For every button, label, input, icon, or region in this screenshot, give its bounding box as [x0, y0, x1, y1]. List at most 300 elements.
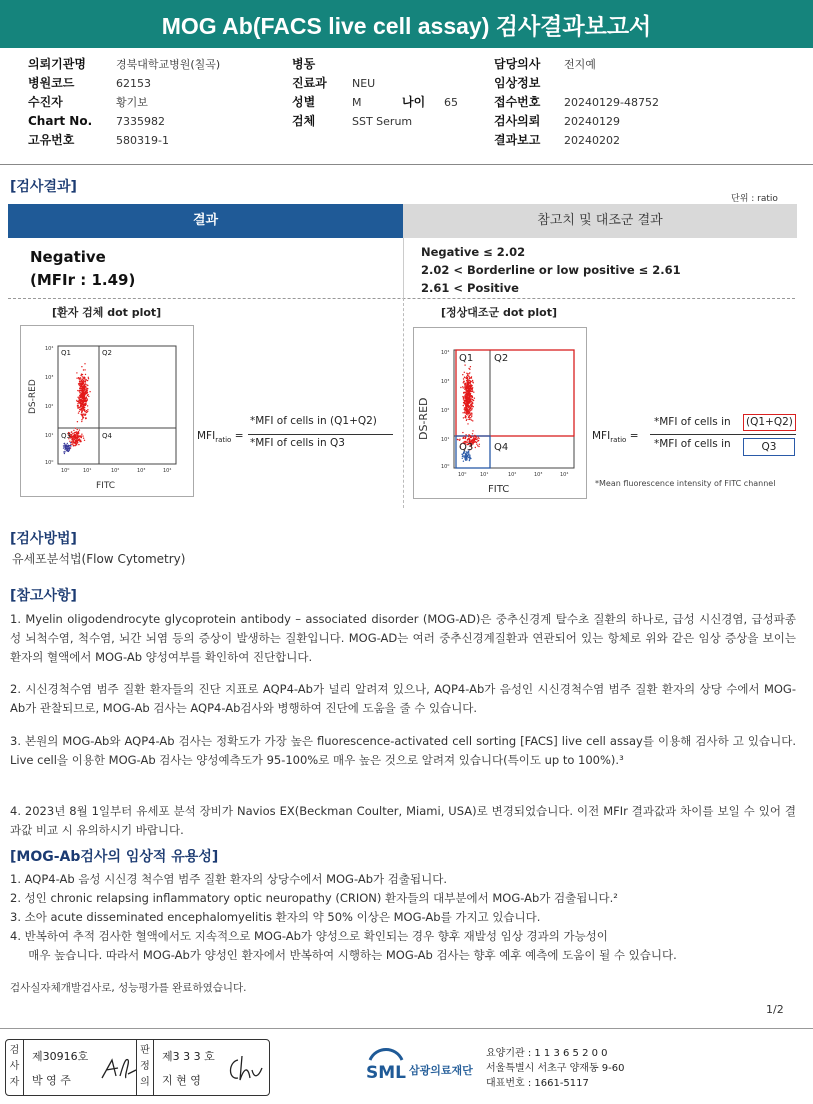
plot-dot [85, 405, 86, 406]
plot-dot [467, 377, 468, 378]
plot-dot [466, 458, 467, 459]
plot-dot [466, 397, 467, 398]
header-col2 [292, 55, 492, 131]
plot-dot [71, 439, 72, 440]
plot-dot [82, 417, 83, 418]
method-heading: [검사방법] [10, 531, 77, 547]
plot-dot [465, 396, 466, 397]
plot-dot [472, 405, 473, 406]
plot-dot [87, 398, 88, 399]
plot-dot [81, 395, 82, 396]
control-ytick-4: 10⁰ [441, 464, 450, 470]
plot-dot [84, 363, 85, 364]
plot-dot [465, 453, 466, 454]
plot-dot [468, 436, 469, 437]
plot-dot [476, 442, 477, 443]
plot-dot [471, 381, 472, 382]
reference-ranges [421, 243, 681, 297]
patient-q2-label: Q2 [102, 349, 112, 357]
plot-dot [467, 394, 468, 395]
plot-dot [472, 420, 473, 421]
patient-ytick-0: 10⁴ [45, 346, 54, 352]
utility-list [10, 870, 800, 965]
plot-dot [463, 405, 464, 406]
reviewer-license-no: 제3 3 3 호 [162, 1050, 215, 1063]
plot-dot [470, 387, 471, 388]
plot-dot [66, 448, 67, 449]
control-xtick-0: 10⁰ [458, 472, 467, 478]
plot-dot [74, 437, 75, 438]
plot-dot [79, 385, 80, 386]
hospital-code-label: 병원코드 [28, 76, 75, 90]
plot-dot [466, 420, 467, 421]
plot-dot [87, 394, 88, 395]
plot-dot [468, 413, 469, 414]
patient-y-axis-label: DS-RED [28, 379, 38, 414]
control-ytick-2: 10² [441, 408, 450, 414]
plot-dot [83, 438, 84, 439]
plot-dot [77, 442, 78, 443]
plot-dot [471, 409, 472, 410]
plot-dot [462, 374, 463, 375]
org-name: 삼광의료재단 [409, 1064, 473, 1077]
plot-dot [73, 445, 74, 446]
plot-dot [470, 393, 471, 394]
plot-dot [79, 379, 80, 380]
plot-dot [463, 378, 464, 379]
request-date-value: 20240129 [564, 115, 620, 128]
plot-dot [469, 455, 470, 456]
plot-dot [77, 403, 78, 404]
control-mfi-q3-box: Q3 [743, 438, 795, 456]
plot-dot [468, 390, 469, 391]
plot-dot [85, 383, 86, 384]
plot-dot [473, 439, 474, 440]
plot-dot [81, 406, 82, 407]
plot-dot [462, 454, 463, 455]
patient-ytick-4: 10⁰ [45, 460, 54, 466]
plot-dot [465, 438, 466, 439]
control-ytick-0: 10⁴ [441, 350, 450, 356]
control-mfi-label: $MFI_{ratio}$ = [592, 430, 639, 445]
plot-dot [469, 419, 470, 420]
dept-label: 진료과 [292, 76, 327, 90]
plot-dot [84, 393, 85, 394]
plot-dot [83, 413, 84, 414]
plot-dot [75, 434, 76, 435]
plot-dot [80, 388, 81, 389]
patient-mfi-denominator: *MFI of cells in Q3 [250, 437, 345, 449]
control-q4-label: Q4 [494, 442, 509, 453]
control-xtick-4: 10⁴ [560, 472, 569, 478]
request-date-label: 검사의뢰 [494, 114, 541, 128]
utility-item-1: 1. AQP4-Ab 음성 시신경 척수염 범주 질환 환자의 상당수에서 MOG-Ab가 검출됩니다. [10, 872, 447, 886]
footer-divider [0, 1028, 813, 1029]
plot-dot [478, 437, 479, 438]
plot-dot [469, 377, 470, 378]
plot-dot [472, 402, 473, 403]
plot-dot [475, 438, 476, 439]
plot-dot [75, 428, 76, 429]
plot-dot [83, 404, 84, 405]
plot-dot [464, 372, 465, 373]
specimen-label: 검체 [292, 114, 316, 128]
specimen-value: SST Serum [352, 115, 413, 128]
plot-dot [76, 438, 77, 439]
plot-dot [77, 390, 78, 391]
plot-dot [472, 439, 473, 440]
plot-dot [466, 401, 467, 402]
plot-dot [81, 419, 82, 420]
signature-box [5, 1039, 270, 1096]
plot-dot [465, 460, 466, 461]
plot-dot [478, 446, 479, 447]
plot-dot [84, 392, 85, 393]
plot-dot [473, 382, 474, 383]
plot-dot [470, 390, 471, 391]
hospital-code-value: 62153 [116, 77, 151, 90]
patient-plot-svg [21, 326, 193, 496]
plot-dot [464, 397, 465, 398]
plot-dot [468, 384, 469, 385]
plot-dot [83, 396, 84, 397]
utility-heading: [MOG-Ab검사의 임상적 유용성] [10, 849, 219, 865]
plot-dot [471, 391, 472, 392]
note-3: 3. 본원의 MOG-Ab와 AQP4-Ab 검사는 정확도가 가장 높은 fluorescence-activated cell sorting [FACS] live cell assay를 이용해 검사하 고 있습니다. Live cell을 이용한 MOG-Ab 검사는 양성예측도가 95-100%로 매우 높은 것으로 알려져 있습니다(특이도 up to 100%).³ [10, 734, 796, 767]
plot-dot [82, 395, 83, 396]
org-phone: 대표번호 : 1661-5117 [486, 1078, 589, 1089]
plot-dot [77, 435, 78, 436]
plot-dot [466, 387, 467, 388]
plot-dot [63, 445, 64, 446]
plot-dot [462, 412, 463, 413]
control-y-axis-label: DS-RED [417, 397, 430, 440]
age-label: 나이 [402, 95, 426, 109]
plot-dot [85, 414, 86, 415]
plot-dot [74, 432, 75, 433]
reviewer-signature [224, 1052, 264, 1086]
utility-item-2: 2. 성인 chronic relapsing inflammatory optic neuropathy (CRION) 환자들의 대부분에서 MOG-Ab가 검출됩니다.² [10, 891, 618, 905]
plot-dot [465, 383, 466, 384]
plot-dot [86, 389, 87, 390]
plot-dot [463, 398, 464, 399]
plot-dot [73, 435, 74, 436]
plot-dot [77, 421, 78, 422]
plot-dot [472, 397, 473, 398]
plot-dot [85, 374, 86, 375]
receipt-no-value: 20240129-48752 [564, 96, 659, 109]
plot-dot [469, 406, 470, 407]
tester-license-no: 제30916호 [32, 1050, 89, 1063]
plot-dot [472, 390, 473, 391]
plot-dot [79, 411, 80, 412]
plot-dot [70, 442, 71, 443]
plot-dot [72, 444, 73, 445]
plot-dot [474, 398, 475, 399]
plot-dot [474, 440, 475, 441]
control-q1q2-gate [456, 350, 574, 436]
plot-dot [471, 408, 472, 409]
org-code: 요양기관 : 1 1 3 6 5 2 0 0 [486, 1048, 608, 1059]
plot-dot [466, 385, 467, 386]
plot-dot [87, 409, 88, 410]
plot-dot [463, 382, 464, 383]
plot-dot [80, 390, 81, 391]
plot-dot [463, 402, 464, 403]
control-mfi-fraction-bar [650, 434, 796, 435]
plot-dot [78, 377, 79, 378]
plot-dot [79, 436, 80, 437]
plot-dot [82, 379, 83, 380]
plot-dot [81, 384, 82, 385]
plot-dot [84, 377, 85, 378]
plot-dot [75, 440, 76, 441]
plot-dot [83, 378, 84, 379]
plot-dot [471, 416, 472, 417]
header-col1 [28, 55, 268, 150]
patient-q1-label: Q1 [61, 349, 71, 357]
plot-dot [76, 378, 77, 379]
control-ytick-3: 10¹ [441, 437, 450, 443]
dept-value: NEU [352, 77, 376, 90]
plot-dot [64, 444, 65, 445]
plot-dot [465, 415, 466, 416]
reference-column-header: 참고치 및 대조군 결과 [403, 204, 797, 238]
sml-logo-mark [364, 1044, 408, 1084]
control-xtick-1: 10¹ [480, 472, 489, 478]
plot-dot [84, 387, 85, 388]
plot-dot [71, 441, 72, 442]
plot-dot [77, 436, 78, 437]
plot-dot [472, 433, 473, 434]
plot-dot [470, 417, 471, 418]
chart-no-label: Chart No. [28, 114, 93, 128]
mfi-footnote: *Mean fluorescence intensity of FITC channel [595, 479, 776, 488]
control-xtick-3: 10³ [534, 472, 543, 478]
plot-dot [80, 403, 81, 404]
plot-dot [74, 445, 75, 446]
sml-logo-text: SML [366, 1063, 406, 1083]
plot-dot [76, 431, 77, 432]
plot-dot [469, 409, 470, 410]
control-mfi-q1q2-box: (Q1+Q2) [743, 414, 796, 431]
plot-dot [467, 404, 468, 405]
plot-dot [82, 389, 83, 390]
age-value: 65 [444, 96, 458, 109]
plot-dot [87, 388, 88, 389]
plot-dot [86, 384, 87, 385]
plot-dot [464, 364, 465, 365]
plot-dot [472, 436, 473, 437]
plot-dot [83, 377, 84, 378]
plot-dot [83, 406, 84, 407]
control-q1-label: Q1 [459, 353, 474, 364]
report-date-label: 결과보고 [494, 133, 541, 147]
plot-dot [462, 458, 463, 459]
tester-name: 박 영 주 [32, 1074, 71, 1087]
plot-dot [83, 383, 84, 384]
plot-dot [81, 366, 82, 367]
plot-dot [467, 439, 468, 440]
note-1: 1. Myelin oligodendrocyte glycoprotein antibody – associated disorder (MOG-AD)은 중추신경계 탈수초 질환의 하나로, 급성 시신경염, 급성파종성 뇌척수염, 척수염, 뇌간 뇌염 등의 증상이 발생하는 질환입니다. MOG-AD는 여러 중추신경계질환과 연관되어 있는 항체로 위와 같은 임상 증상을 보이는 환자의 혈액에서 MOG-Ab 양성여부를 확인하여 진단합니다. [10, 612, 796, 664]
unique-no-value: 580319-1 [116, 134, 169, 147]
plot-dot [464, 402, 465, 403]
result-value: Negative [30, 248, 106, 266]
plot-dot [86, 400, 87, 401]
plot-dot [78, 402, 79, 403]
tester-label: 검 사 자 [6, 1040, 24, 1095]
plot-dot [85, 418, 86, 419]
plots-divider [403, 298, 404, 508]
plot-dot [463, 387, 464, 388]
plot-dot [81, 409, 82, 410]
plot-dot [81, 400, 82, 401]
plot-dot [67, 443, 68, 444]
result-divider [403, 238, 404, 298]
plot-dot [467, 411, 468, 412]
patient-dots [63, 363, 91, 454]
ref-negative: Negative ≤ 2.02 [421, 245, 526, 259]
plot-dot [462, 438, 463, 439]
plot-dot [459, 439, 460, 440]
sex-value: M [352, 96, 362, 109]
plot-dot [477, 438, 478, 439]
plot-dot [69, 441, 70, 442]
plot-dot [465, 457, 466, 458]
plot-dot [70, 445, 71, 446]
method-text: 유세포분석법(Flow Cytometry) [12, 552, 186, 566]
plot-dot [80, 399, 81, 400]
plot-dot [76, 444, 77, 445]
plot-dot [79, 390, 80, 391]
hospital-value: 경북대학교병원(칠곡) [116, 58, 221, 71]
control-ytick-1: 10³ [441, 379, 450, 385]
receipt-no-label: 접수번호 [494, 95, 541, 109]
plot-dot [78, 439, 79, 440]
patient-x-axis-label: FITC [96, 481, 116, 491]
plot-dot [81, 414, 82, 415]
plot-dot [64, 446, 65, 447]
plot-dot [469, 460, 470, 461]
plot-dot [469, 440, 470, 441]
plot-dot [68, 451, 69, 452]
plot-dot [468, 368, 469, 369]
plot-dot [81, 383, 82, 384]
plot-dot [64, 453, 65, 454]
plot-dot [477, 440, 478, 441]
plot-dot [469, 396, 470, 397]
plot-dot [78, 444, 79, 445]
plot-dot [83, 386, 84, 387]
plot-dot [81, 437, 82, 438]
header-col3 [494, 55, 794, 150]
plot-dot [88, 378, 89, 379]
plot-dot [468, 399, 469, 400]
plot-dot [472, 430, 473, 431]
control-plot-svg [414, 328, 586, 498]
plot-dot [466, 394, 467, 395]
plot-dot [82, 407, 83, 408]
patient-q4-label: Q4 [102, 432, 112, 440]
plot-dot [465, 405, 466, 406]
plot-dot [79, 441, 80, 442]
hospital-label: 의뢰기관명 [28, 57, 86, 71]
clinical-info-label: 임상정보 [494, 76, 541, 90]
plot-dot [77, 440, 78, 441]
plot-dot [462, 455, 463, 456]
plot-dot [80, 396, 81, 397]
plot-dot [76, 372, 77, 373]
plot-dot [464, 417, 465, 418]
plot-dot [468, 391, 469, 392]
plot-dot [471, 401, 472, 402]
header-divider [0, 164, 813, 165]
plot-dot [88, 377, 89, 378]
unique-no-label: 고유번호 [28, 133, 75, 147]
plot-dot [476, 444, 477, 445]
sml-logo [364, 1044, 408, 1088]
plot-dot [467, 423, 468, 424]
plot-dot [462, 432, 463, 433]
control-q2-label: Q2 [494, 353, 509, 364]
reviewer-name: 지 현 영 [162, 1074, 201, 1087]
unit-label: 단위 : ratio [731, 194, 778, 204]
patient-xtick-2: 10² [111, 468, 120, 474]
plot-dot [463, 392, 464, 393]
plot-dot [74, 442, 75, 443]
plot-dot [468, 419, 469, 420]
patient-xtick-0: 10⁰ [61, 468, 70, 474]
plot-dot [81, 412, 82, 413]
plot-dot [79, 396, 80, 397]
control-mfi-numerator: *MFI of cells in [654, 416, 731, 428]
plot-dot [468, 386, 469, 387]
plot-dot [69, 448, 70, 449]
plot-dot [479, 444, 480, 445]
plot-dot [84, 369, 85, 370]
patient-ytick-3: 10¹ [45, 433, 54, 439]
plot-dot [84, 411, 85, 412]
plot-dot [470, 399, 471, 400]
plot-dot [81, 394, 82, 395]
plot-dot [474, 441, 475, 442]
control-q3-label: Q3 [459, 442, 474, 453]
patient-xtick-1: 10¹ [83, 468, 92, 474]
plot-dot [468, 381, 469, 382]
plot-dot [84, 401, 85, 402]
plot-dot [464, 410, 465, 411]
plot-dot [466, 413, 467, 414]
notes-heading: [참고사항] [10, 588, 77, 604]
plot-dot [464, 411, 465, 412]
control-plot-title: [정상대조군 dot plot] [441, 306, 557, 319]
plot-dot [89, 391, 90, 392]
plot-dot [469, 456, 470, 457]
plot-dot [83, 407, 84, 408]
plot-dot [86, 412, 87, 413]
patient-ytick-1: 10³ [45, 375, 54, 381]
plot-dot [63, 447, 64, 448]
plot-dot [69, 450, 70, 451]
plot-dot [80, 406, 81, 407]
control-x-axis-label: FITC [488, 484, 510, 495]
plot-dot [84, 440, 85, 441]
chart-no-value: 7335982 [116, 115, 165, 128]
plot-dot [68, 445, 69, 446]
plot-dot [82, 435, 83, 436]
result-column-header: 결과 [8, 204, 403, 238]
control-dot-plot [413, 327, 587, 499]
